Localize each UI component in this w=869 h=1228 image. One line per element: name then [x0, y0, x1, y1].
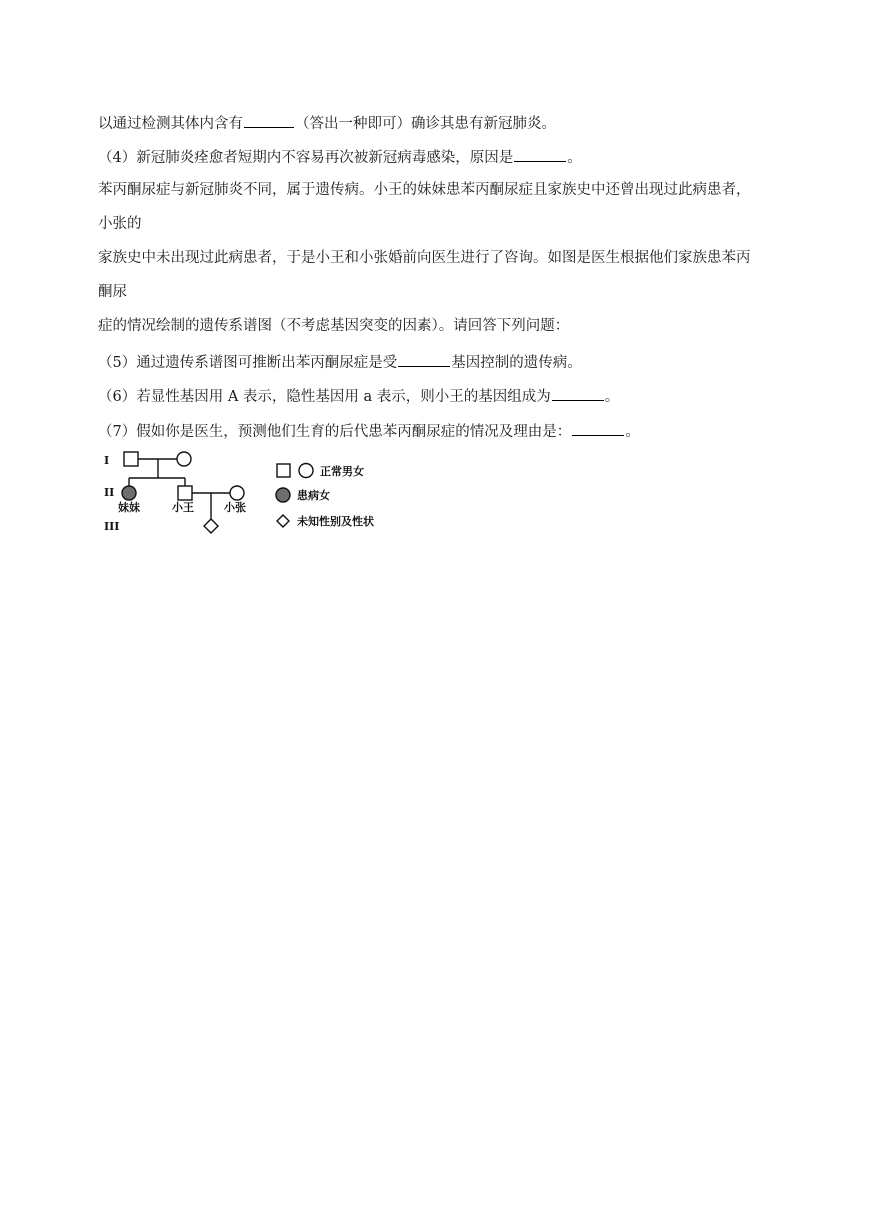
paragraph-line-1: 苯丙酮尿症与新冠肺炎不同，属于遗传病。小王的妹妹患苯丙酮尿症且家族史中还曾出现过此病患者， — [98, 182, 751, 198]
xiaozhang-circle — [230, 486, 244, 500]
paragraph-line-2: 小张的 — [98, 216, 142, 232]
generation-label-ii: II — [104, 486, 115, 499]
question-7 — [98, 420, 640, 442]
gen3-unknown-diamond — [204, 519, 218, 533]
answer-blank[interactable] — [398, 351, 450, 367]
legend-affected-label: 患病女 — [297, 489, 330, 502]
text-segment: （答出一种即可）确诊其患有新冠肺炎。 — [295, 116, 556, 132]
answer-blank[interactable] — [514, 146, 566, 162]
label-sister: 妹妹 — [118, 501, 140, 514]
question-6 — [98, 385, 619, 407]
answer-blank[interactable] — [572, 420, 624, 436]
question-5 — [98, 351, 582, 373]
label-xiaozhang: 小张 — [224, 501, 246, 514]
paragraph-line-3: 家族史中未出现过此病患者，于是小王和小张婚前向医生进行了咨询。如图是医生根据他们家族患苯丙 — [98, 250, 751, 266]
question-4 — [98, 146, 582, 168]
generation-label-iii: III — [104, 520, 120, 533]
pedigree-diagram — [100, 446, 400, 541]
gen1-female-circle — [177, 452, 191, 466]
answer-blank[interactable] — [552, 385, 604, 401]
paragraph-line-5: 症的情况绘制的遗传系谱图（不考虑基因突变的因素）。请回答下列问题： — [98, 318, 570, 334]
legend-normal-label: 正常男女 — [320, 465, 364, 478]
legend-unknown-label: 未知性别及性状 — [297, 515, 374, 528]
legend-female-circle — [299, 464, 313, 478]
text-segment: （5）通过遗传系谱图可推断出苯丙酮尿症是受 — [98, 355, 398, 371]
legend-unknown-diamond — [277, 515, 289, 527]
text-line-1 — [98, 112, 556, 134]
text-segment: 以通过检测其体内含有 — [98, 116, 243, 132]
text-segment: （4）新冠肺炎痊愈者短期内不容易再次被新冠病毒感染，原因是 — [98, 150, 514, 166]
paragraph-line-4: 酮尿 — [98, 284, 127, 300]
legend-male-square — [277, 464, 290, 477]
label-xiaowang: 小王 — [172, 501, 194, 514]
text-segment: （7）假如你是医生，预测他们生育的后代患苯丙酮尿症的情况及理由是： — [98, 424, 572, 440]
xiaowang-square — [178, 486, 192, 500]
generation-label-i: I — [104, 454, 110, 467]
text-segment: （6）若显性基因用 A 表示，隐性基因用 a 表示，则小王的基因组成为 — [98, 389, 551, 405]
gen1-male-square — [124, 452, 138, 466]
text-segment: 。 — [625, 424, 640, 440]
answer-blank[interactable] — [244, 112, 294, 128]
text-segment: 。 — [604, 389, 620, 405]
legend-affected-circle — [276, 488, 290, 502]
sister-affected-circle — [122, 486, 136, 500]
text-segment: 基因控制的遗传病。 — [451, 355, 582, 371]
text-segment: 。 — [567, 150, 582, 166]
